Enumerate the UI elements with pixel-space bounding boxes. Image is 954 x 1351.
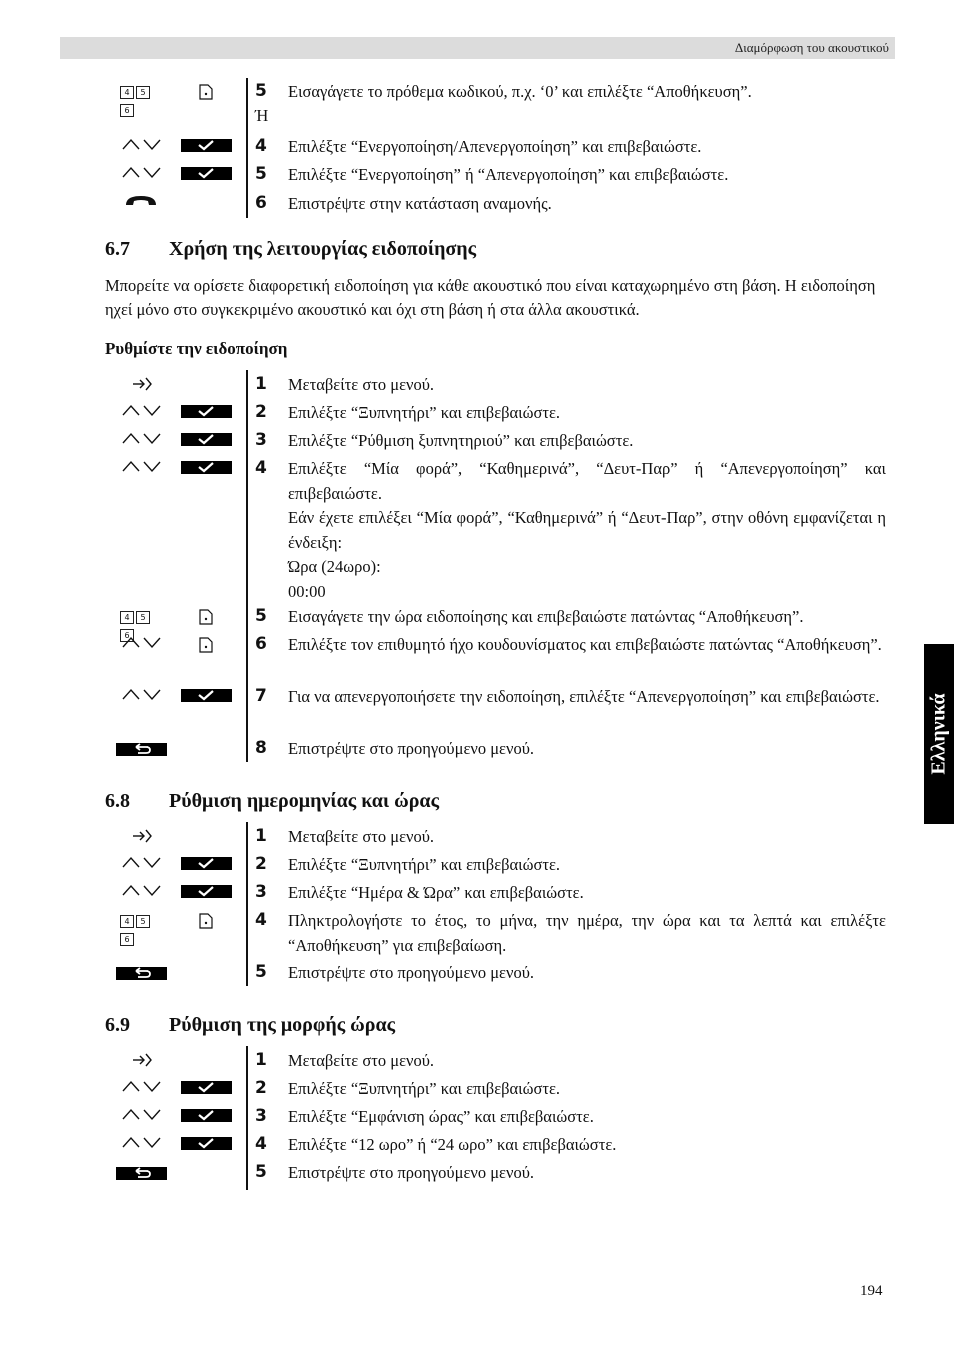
ok-button-icon: [181, 433, 232, 446]
step-number: 3: [255, 1106, 267, 1126]
keypad-icon: 4 56: [120, 915, 166, 928]
ok-button-icon: [181, 1109, 232, 1122]
ok-button-icon: [181, 461, 232, 474]
step-text: Για να απενεργοποιήσετε την ειδοποίηση, επιλέξτε “Απενεργοποίηση” και επιβεβαιώστε.: [288, 687, 880, 706]
nav-arrows-icon: [122, 1079, 162, 1093]
step-text: Επιλέξτε “12 ωρο” ή “24 ωρο” και επιβεβαιώστε.: [288, 1135, 617, 1154]
page-number: 194: [860, 1283, 883, 1299]
section-heading-6-8: 6.8 Ρύθμιση ημερομηνίας και ώρας: [105, 790, 439, 812]
step-number: 5: [255, 962, 267, 982]
nav-arrows-icon: [122, 403, 162, 417]
step-number: 2: [255, 402, 267, 422]
step-number: 3: [255, 430, 267, 450]
ok-button-icon: [181, 1137, 232, 1150]
step-number: 5: [255, 1162, 267, 1182]
ok-button-icon: [181, 167, 232, 180]
step-number: 1: [255, 374, 267, 394]
keypad-icon: 4 56: [120, 611, 166, 624]
nav-arrows-icon: [122, 635, 162, 649]
step-number: 4: [255, 1134, 267, 1154]
step-text: Επιλέξτε “Εμφάνιση ώρας” και επιβεβαιώστε.: [288, 1107, 594, 1126]
step-number: 8: [255, 738, 267, 758]
nav-arrows-icon: [122, 883, 162, 897]
step-text: Επιστρέψτε στο προηγούμενο μενού.: [288, 739, 534, 758]
step-text: Επιστρέψτε στο προηγούμενο μενού.: [288, 1163, 534, 1182]
ok-button-icon: [181, 1081, 232, 1094]
nav-arrows-icon: [122, 687, 162, 701]
section-heading-6-7: 6.7 Χρήση της λειτουργίας ειδοποίησης: [105, 238, 477, 260]
step-number: 6: [255, 634, 267, 654]
nav-arrows-icon: [122, 137, 162, 151]
or-label: Ή: [255, 106, 269, 125]
step-text: Επιλέξτε “Ξυπνητήρι” και επιβεβαιώστε.: [288, 403, 561, 422]
step-number: 2: [255, 854, 267, 874]
step-text-main: Επιλέξτε “Μία φορά”, “Καθημερινά”, “Δευτ-Παρ” ή “Απενεργοποίηση” και επιβεβαιώστε.: [288, 459, 886, 503]
step-divider: [246, 1046, 248, 1190]
section-heading-6-9: 6.9 Ρύθμιση της μορφής ώρας: [105, 1014, 396, 1036]
soft-key-icon: [199, 84, 213, 100]
step-text: Μεταβείτε στο μενού.: [288, 1051, 435, 1070]
step-text: Πληκτρολογήστε το έτος, το μήνα, την ημέρα, την ώρα και τα λεπτά και επιλέξτε “Αποθήκευση” για επιβεβαίωση.: [288, 911, 886, 955]
section-intro: Μπορείτε να ορίσετε διαφορετική ειδοποίηση για κάθε ακουστικό που είναι καταχωρημένο στη βάση. Η ειδοποίηση ηχεί μόνο στο συγκεκριμένο ακουστικό και όχι στη βάση ή στα άλλα ακουστικά.: [105, 276, 876, 319]
steps-6-9: [0, 1046, 954, 1190]
soft-key-icon: [199, 609, 213, 625]
step-number: 4: [255, 136, 267, 156]
menu-enter-icon: [131, 1052, 153, 1068]
display-label: Ώρα (24ωρο):: [288, 557, 381, 576]
step-text: Μεταβείτε στο μενού.: [288, 827, 435, 846]
step-number: 7: [255, 686, 267, 706]
ok-button-icon: [181, 689, 232, 702]
step-number: 6: [255, 193, 267, 213]
step-divider: [246, 78, 248, 218]
back-button-icon: [116, 743, 167, 756]
subheading: Ρυθμίστε την ειδοποίηση: [105, 339, 288, 358]
steps-6-8: [0, 822, 954, 986]
step-number: 5: [255, 81, 267, 101]
step-number: 1: [255, 1050, 267, 1070]
ok-button-icon: [181, 885, 232, 898]
step-text: Επιλέξτε “Ξυπνητήρι” και επιβεβαιώστε.: [288, 1079, 561, 1098]
top-steps: [0, 78, 954, 218]
step-text: Επιστρέψτε στο προηγούμενο μενού.: [288, 963, 534, 982]
step-text: Επιλέξτε “Ρύθμιση ξυπνητηριού” και επιβεβαιώστε.: [288, 431, 634, 450]
step-text-note: Εάν έχετε επιλέξει “Μία φορά”, “Καθημερινά” ή “Δευτ-Παρ”, στην οθόνη εμφανίζεται η ένδειξη:: [288, 508, 886, 552]
soft-key-icon: [199, 913, 213, 929]
step-number: 3: [255, 882, 267, 902]
nav-arrows-icon: [122, 1135, 162, 1149]
nav-arrows-icon: [122, 1107, 162, 1121]
step-divider: [246, 822, 248, 986]
nav-arrows-icon: [122, 431, 162, 445]
step-text: Εισαγάγετε το πρόθεμα κωδικού, π.χ. ‘0’ και επιλέξτε “Αποθήκευση”.: [288, 82, 752, 101]
display-value: 00:00: [288, 581, 326, 601]
nav-arrows-icon: [122, 459, 162, 473]
step-number: 2: [255, 1078, 267, 1098]
end-call-icon: [124, 194, 158, 208]
step-text: [288, 457, 886, 604]
ok-button-icon: [181, 857, 232, 870]
soft-key-icon: [199, 637, 213, 653]
step-text: Εισαγάγετε την ώρα ειδοποίησης και επιβεβαιώστε πατώντας “Αποθήκευση”.: [288, 607, 804, 626]
step-number: 5: [255, 164, 267, 184]
header-title: Διαμόρφωση του ακουστικού: [734, 40, 889, 55]
step-number: 4: [255, 910, 267, 930]
nav-arrows-icon: [122, 165, 162, 179]
back-button-icon: [116, 1167, 167, 1180]
step-text: Επιστρέψτε στην κατάσταση αναμονής.: [288, 194, 552, 213]
steps-6-7: [0, 370, 954, 762]
step-number: 4: [255, 458, 267, 478]
menu-enter-icon: [131, 376, 153, 392]
running-header: [60, 37, 895, 59]
step-number: 5: [255, 606, 267, 626]
menu-enter-icon: [131, 828, 153, 844]
step-text: Επιλέξτε “Ενεργοποίηση/Απενεργοποίηση” και επιβεβαιώστε.: [288, 137, 702, 156]
step-text: Επιλέξτε “Ημέρα & Ώρα” και επιβεβαιώστε.: [288, 883, 584, 902]
ok-button-icon: [181, 139, 232, 152]
step-divider: [246, 370, 248, 762]
language-tab-label: Ελληνικά: [927, 693, 950, 775]
step-number: 1: [255, 826, 267, 846]
ok-button-icon: [181, 405, 232, 418]
keypad-icon: 4 56: [120, 86, 166, 99]
step-text: Επιλέξτε “Ενεργοποίηση” ή “Απενεργοποίηση” και επιβεβαιώστε.: [288, 165, 729, 184]
nav-arrows-icon: [122, 855, 162, 869]
step-text: Μεταβείτε στο μενού.: [288, 375, 435, 394]
step-text: Επιλέξτε “Ξυπνητήρι” και επιβεβαιώστε.: [288, 855, 561, 874]
back-button-icon: [116, 967, 167, 980]
step-text: Επιλέξτε τον επιθυμητό ήχο κουδουνίσματος και επιβεβαιώστε πατώντας “Αποθήκευση”.: [288, 635, 882, 654]
